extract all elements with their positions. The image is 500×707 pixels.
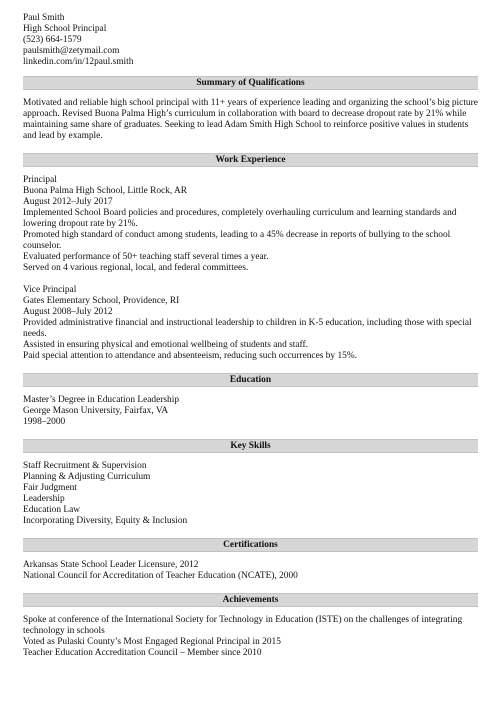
- job-duty: Paid special attention to attendance and absenteeism, reducing such occurrences by 15%.: [23, 351, 357, 361]
- candidate-title: High School Principal: [23, 24, 107, 34]
- job-duty: Provided administrative financial and instructional leadership to children in K-5 education, including those with special needs.: [23, 318, 472, 339]
- achievement-item: Spoke at conference of the International Society for Technology in Education (ISTE) on the challenges of integrating technology in schools: [23, 615, 463, 636]
- school-name: George Mason University, Fairfax, VA: [23, 406, 169, 416]
- job-dates: August 2012–July 2017: [23, 197, 113, 207]
- phone-number: (523) 664-1579: [23, 35, 82, 45]
- job-employer: Gates Elementary School, Providence, RI: [23, 296, 180, 306]
- achievements-section: [23, 615, 478, 659]
- certifications-heading: Certifications: [23, 538, 478, 552]
- skill-item: Education Law: [23, 505, 81, 515]
- job-duty: Evaluated performance of 50+ teaching staff several times a year.: [23, 252, 269, 262]
- skill-item: Planning & Adjusting Curriculum: [23, 472, 151, 482]
- summary-heading: Summary of Qualifications: [23, 76, 478, 90]
- certification-item: Arkansas State School Leader Licensure, 2012: [23, 560, 199, 570]
- job-duty: Implemented School Board policies and procedures, completely overhauling curriculum and learning standards and lowering dropout rate by 21%.: [23, 208, 457, 229]
- achievement-item: Teacher Education Accreditation Council – Member since 2010: [23, 648, 262, 658]
- experience-section: [23, 175, 478, 362]
- linkedin-url: linkedin.com/in/12paul.smith: [23, 57, 134, 67]
- degree-name: Master’s Degree in Education Leadership: [23, 395, 180, 405]
- certification-item: National Council for Accreditation of Teacher Education (NCATE), 2000: [23, 571, 298, 581]
- skill-item: Leadership: [23, 494, 65, 504]
- education-section: [23, 395, 478, 428]
- email-address: paulsmith@zetymail.com: [23, 46, 120, 56]
- job-duty: Promoted high standard of conduct among students, leading to a 45% decrease in reports of bullying to the school counselor.: [23, 230, 451, 251]
- job-entry: [23, 175, 478, 274]
- skills-heading: Key Skills: [23, 439, 478, 453]
- skill-item: Staff Recruitment & Supervision: [23, 461, 147, 471]
- experience-heading: Work Experience: [23, 153, 478, 167]
- job-entry: [23, 285, 478, 362]
- skill-item: Fair Judgment: [23, 483, 77, 493]
- skill-item: Incorporating Diversity, Equity & Inclusion: [23, 516, 188, 526]
- summary-section: [23, 98, 478, 142]
- skills-section: [23, 461, 478, 527]
- achievements-heading: Achievements: [23, 593, 478, 607]
- resume-page: [23, 13, 478, 670]
- contact-block: [23, 13, 478, 68]
- certifications-section: [23, 560, 478, 582]
- job-position: Vice Principal: [23, 285, 77, 295]
- candidate-name: Paul Smith: [23, 13, 65, 23]
- achievement-item: Voted as Pulaski County’s Most Engaged Regional Principal in 2015: [23, 637, 281, 647]
- education-heading: Education: [23, 373, 478, 387]
- summary-text: Motivated and reliable high school principal with 11+ years of experience leading and organizing the school’s big picture approach. Revised Buona Palma High’s curriculum in collaboration with board to decrease dropout rate by 21% while maintaining same share of graduates. Seeking to lead Adam Smith High School to reinforce positive values in students and lead by example.: [23, 98, 478, 141]
- job-duty: Served on 4 various regional, local, and federal committees.: [23, 263, 249, 273]
- job-duty: Assisted in ensuring physical and emotional wellbeing of students and staff.: [23, 340, 308, 350]
- job-dates: August 2008–July 2012: [23, 307, 113, 317]
- job-position: Principal: [23, 175, 57, 185]
- job-employer: Buona Palma High School, Little Rock, AR: [23, 186, 188, 196]
- education-dates: 1998–2000: [23, 417, 66, 427]
